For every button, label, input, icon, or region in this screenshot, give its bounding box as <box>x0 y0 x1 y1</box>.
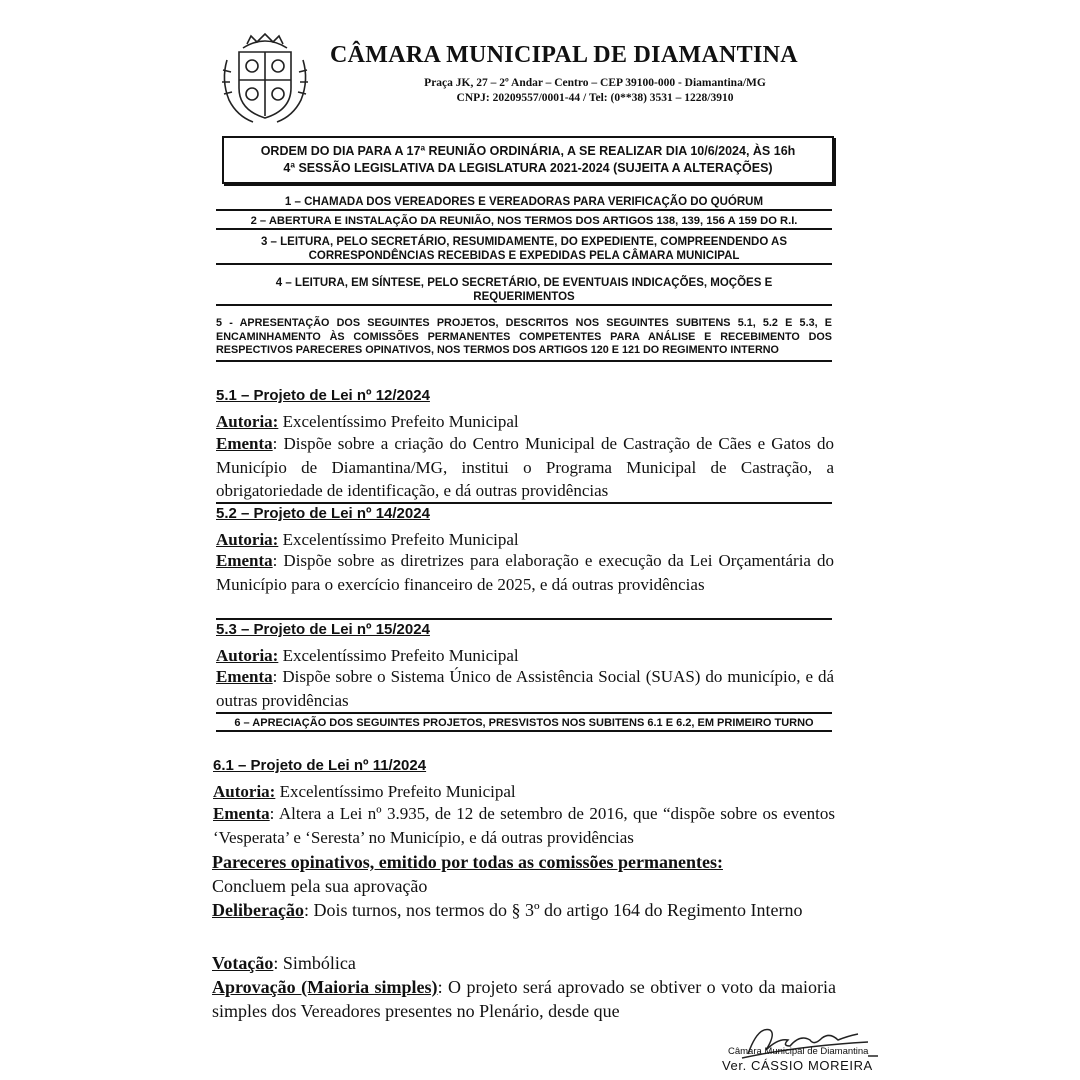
bill-5-3-ementa <box>216 665 834 712</box>
bill-6-1-ementa <box>213 802 835 849</box>
bill-6-1-autoria <box>213 780 831 803</box>
bill-6-1-deliberacao <box>212 898 836 923</box>
autoria-value: Excelentíssimo Prefeito Municipal <box>278 530 519 549</box>
pareceres-label: Pareceres opinativos, emitido por todas as comissões permanentes: <box>212 852 723 872</box>
ementa-value: : Dispõe sobre a criação do Centro Municipal de Castração de Cães e Gatos do Município de Diamantina/MG, institui o Programa Municipal de Castração, a obrigatoriedade de identificação, e dá outras providências <box>216 434 834 500</box>
agenda-item-6: 6 – APRECIAÇÃO DOS SEGUINTES PROJETOS, PRESVISTOS NOS SUBITENS 6.1 E 6.2, EM PRIMEIRO TURNO <box>216 716 832 732</box>
stamp-signatory: Ver. CÁSSIO MOREIRA <box>722 1058 873 1073</box>
bill-5-2-ementa <box>216 549 834 596</box>
autoria-label: Autoria: <box>216 646 279 665</box>
divider <box>216 618 832 620</box>
ementa-label: Ementa <box>216 551 273 570</box>
bill-5-2-autoria <box>216 528 834 551</box>
autoria-value: Excelentíssimo Prefeito Municipal <box>278 646 519 665</box>
aprovacao-value: : O projeto será aprovado se obtiver o voto da maioria simples dos Vereadores presentes no Plenário, desde que <box>212 977 837 1021</box>
bill-5-1-autoria <box>216 410 834 433</box>
divider <box>216 712 832 714</box>
deliberacao-label: Deliberação <box>212 900 304 920</box>
bill-6-1-heading: 6.1 – Projeto de Lei nº 11/2024 <box>213 757 427 774</box>
letterhead <box>215 30 835 130</box>
autoria-label: Autoria: <box>216 530 279 549</box>
autoria-value: Excelentíssimo Prefeito Municipal <box>275 782 516 801</box>
organization-cnpj-phone: CNPJ: 20209557/0001-44 / Tel: (0**38) 3531 – 1228/3910 <box>456 92 734 104</box>
bill-5-3-autoria <box>216 644 834 667</box>
organization-name: CÂMARA MUNICIPAL DE DIAMANTINA <box>330 42 798 68</box>
divider <box>216 502 832 504</box>
bill-5-1-ementa <box>216 432 834 503</box>
bill-5-2-heading: 5.2 – Projeto de Lei nº 14/2024 <box>216 505 430 522</box>
agenda-item-4: 4 – LEITURA, EM SÍNTESE, PELO SECRETÁRIO, DE EVENTUAIS INDICAÇÕES, MOÇÕES E REQUERIMENTOS <box>216 276 832 306</box>
deliberacao-value: : Dois turnos, nos termos do § 3º do artigo 164 do Regimento Interno <box>303 900 803 920</box>
organization-address: Praça JK, 27 – 2º Andar – Centro – CEP 39100-000 - Diamantina/MG <box>424 77 766 89</box>
agenda-item-3: 3 – LEITURA, PELO SECRETÁRIO, RESUMIDAMENTE, DO EXPEDIENTE, COMPREENDENDO AS CORRESPONDÊNCIAS RECEBIDAS E EXPEDIDAS PELA CÂMARA MUNICIPAL <box>216 235 832 265</box>
bill-5-3-heading: 5.3 – Projeto de Lei nº 15/2024 <box>216 621 430 638</box>
bill-6-1-pareceres-text: Concluem pela sua aprovação <box>212 876 428 896</box>
ementa-label: Ementa <box>216 667 273 686</box>
aprovacao-label: Aprovação (Maioria simples) <box>212 977 438 997</box>
votacao-value: : Simbólica <box>273 953 356 973</box>
votacao-label: Votação <box>212 953 274 973</box>
agenda-title-line-1: ORDEM DO DIA PARA A 17ª REUNIÃO ORDINÁRIA, A SE REALIZAR DIA 10/6/2024, ÀS 16h <box>260 144 796 158</box>
agenda-item-2: 2 – ABERTURA E INSTALAÇÃO DA REUNIÃO, NOS TERMOS DOS ARTIGOS 138, 139, 156 A 159 DO R.I. <box>216 214 832 230</box>
bill-6-1-pareceres <box>212 850 836 875</box>
agenda-item-1: 1 – CHAMADA DOS VEREADORES E VEREADORAS PARA VERIFICAÇÃO DO QUÓRUM <box>216 195 832 211</box>
ementa-value: : Altera a Lei nº 3.935, de 12 de setembro de 2016, que “dispõe sobre os eventos ‘Vesperata’ e ‘Seresta’ no Município, e dá outras providências <box>213 804 835 847</box>
agenda-item-5: 5 - APRESENTAÇÃO DOS SEGUINTES PROJETOS, DESCRITOS NOS SEGUINTES SUBITENS 5.1, 5.2 E 5.3, E ENCAMINHAMENTO ÀS COMISSÕES PERMANENTES COMPETENTES PARA ANÁLISE E RECEBIMENTO DOS RESPECTIVOS PARECERES OPINATIVOS, NOS TERMOS DOS ARTIGOS 120 E 121 DO REGIMENTO INTERNO <box>216 317 832 362</box>
bill-5-1-heading: 5.1 – Projeto de Lei nº 12/2024 <box>216 387 430 404</box>
bill-6-1-votacao <box>212 951 830 976</box>
agenda-title-box <box>222 136 834 184</box>
autoria-label: Autoria: <box>213 782 276 801</box>
ementa-value: : Dispõe sobre o Sistema Único de Assistência Social (SUAS) do município, e dá outras providências <box>216 667 834 710</box>
ementa-value: : Dispõe sobre as diretrizes para elaboração e execução da Lei Orçamentária do Município para o exercício financeiro de 2025, e dá outras providências <box>216 551 834 594</box>
coat-of-arms-icon <box>215 30 315 126</box>
ementa-label: Ementa <box>216 434 273 453</box>
autoria-value: Excelentíssimo Prefeito Municipal <box>278 412 519 431</box>
stamp-institution: Câmara Municipal de Diamantina <box>728 1046 869 1057</box>
agenda-title-line-2: 4ª SESSÃO LEGISLATIVA DA LEGISLATURA 2021-2024 (SUJEITA A ALTERAÇÕES) <box>283 161 773 175</box>
autoria-label: Autoria: <box>216 412 279 431</box>
ementa-label: Ementa <box>213 804 270 823</box>
